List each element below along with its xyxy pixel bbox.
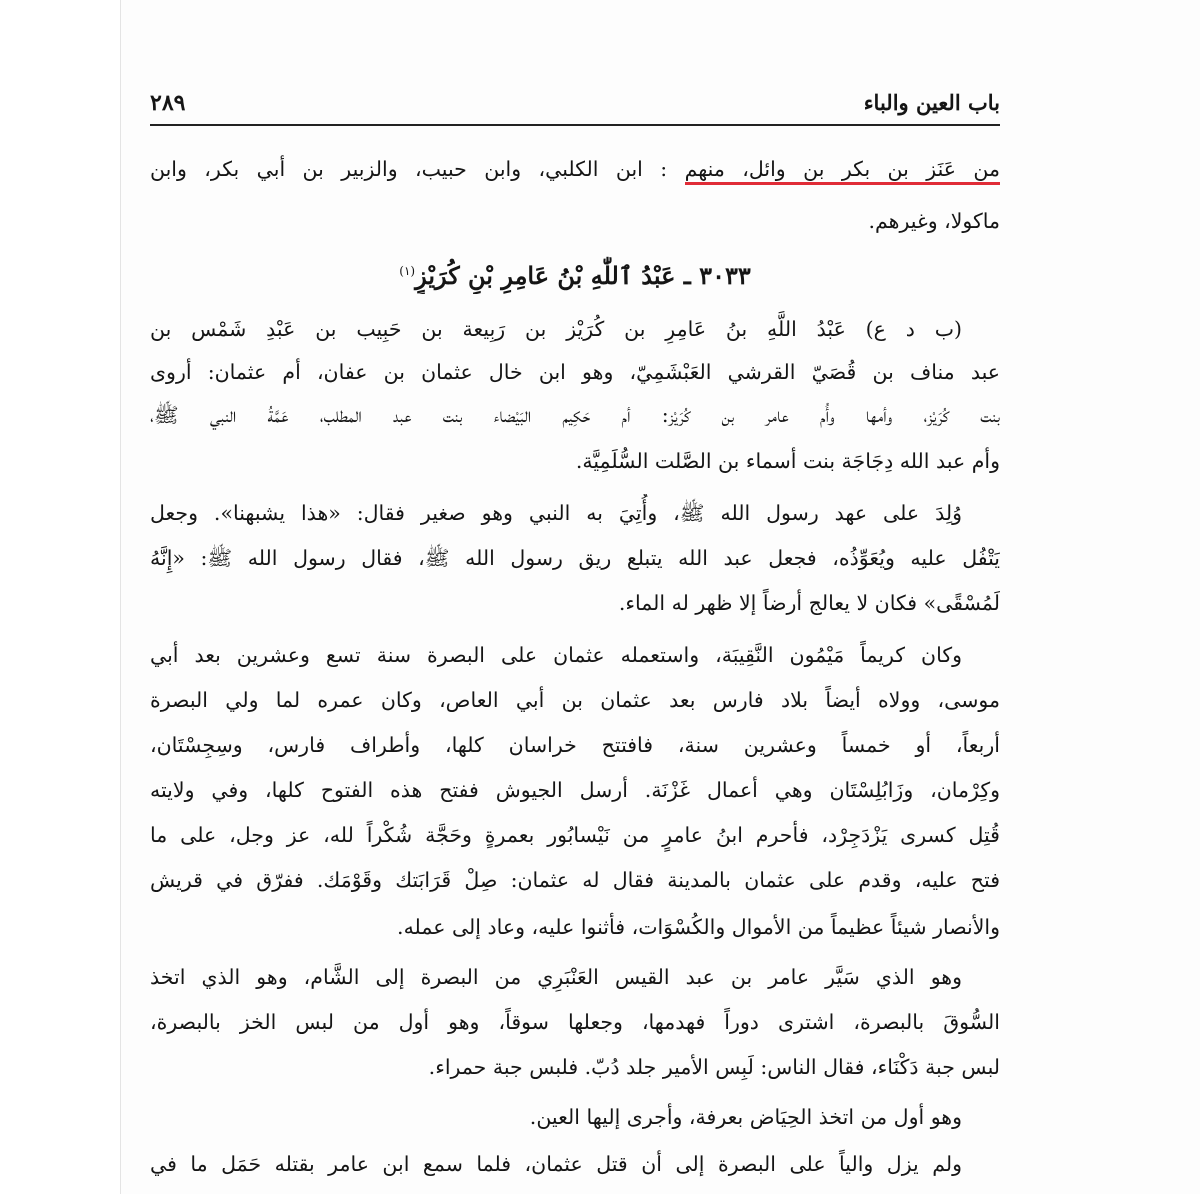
text-line-14: وكِرْمان، وزَابُلِسْتَان وهي أعمال غَزْنَة. أرسل الجيوش ففتح هذه الفتوح كلها، وفي ولايته (150, 778, 1000, 802)
text-line-20: لبس جبة دَكْنَاء، فقال الناس: لَبِس الأمير جلد دُبّ. فلبس جبة حمراء. (428, 1055, 1000, 1079)
text-line-15: قُتِل كسرى يَزْدَجِرْد، فأحرم ابنُ عامرٍ من نَيْسابُور بعمرةٍ وحَجَّة شُكْراً لله، عز وجل، على ما (150, 823, 1000, 847)
text-segment: : ابن الكلبي، وابن حبيب، والزبير بن أبي بكر، وابن (150, 157, 668, 181)
header-rule (150, 124, 1000, 126)
text-line-18: وهو الذي سَيَّر عامر بن عبد القيس العَنْبَرِي من البصرة إلى الشَّام، وهو الذي اتخذ (150, 965, 962, 989)
text-line-12: موسى، وولاه أيضاً بلاد فارس بعد عثمان بن أبي العاص، وكان عمره لما ولي البصرة (150, 688, 1000, 712)
text-line-5: عبد مناف بن قُصَيّ القرشي العَبْشَمِيّ، وهو ابن خال عثمان بن عفان، أم عثمان: أروى (150, 360, 1000, 384)
entry-heading (150, 248, 1000, 294)
text-line-11: وكان كريماً مَيْمُون النَّقِيبَة، واستعمله عثمان على البصرة سنة تسع وعشرين بعد أبي (150, 643, 962, 667)
entry-title: ٣٠٣٣ ـ عَبْدُ ٱللّٰهِ بْنُ عَامِرِ بْنِ كُرَيْزٍ (415, 261, 751, 290)
text-line-7: وأم عبد الله دِجَاجَة بنت أسماء بن الصَّلت السُّلَمِيَّة. (575, 449, 1000, 473)
text-line-6: بنت كُرَيْز، وأمها وأُم عامر بن كُرَيْز: أم حَكِيم البَيْضاء بنت عبد المطلب، عَمَّةُ النبي ﷺ، (150, 403, 1000, 427)
running-title: باب العين والباء (863, 90, 1000, 115)
text-line-8: وُلِدَ على عهد رسول الله ﷺ، وأُتِيَ به النبي وهو صغير فقال: «هذا يشبهنا». وجعل (150, 501, 962, 525)
underlined-phrase: من عَنَز بن بكر بن وائل، منهم (685, 157, 1000, 185)
text-line-19: السُّوقَ بالبصرة، اشترى دوراً فهدمها، وجعلها سوقاً، وهو أول من لبس الخز بالبصرة، (150, 1010, 1000, 1034)
text-line-1 (150, 150, 1000, 188)
text-line-2: ماكولا، وغيرهم. (868, 209, 1000, 233)
page-number: ٢٨٩ (150, 90, 186, 116)
text-line-21: وهو أول من اتخذ الحِيَاض بعرفة، وأجرى إليها العين. (529, 1105, 962, 1129)
text-line-16: فتح عليه، وقدم على عثمان بالمدينة فقال له عثمان: صِلْ قَرَابَتك وقَوْمَك. ففرّق في قريش (150, 868, 1000, 892)
text-line-22: ولم يزل والياً على البصرة إلى أن قتل عثمان، فلما سمع ابن عامر بقتله حَمَل ما في (150, 1152, 962, 1176)
text-line-9: يَتْفُل عليه ويُعَوِّذُه، فجعل عبد الله يتبلع ريق رسول الله ﷺ، فقال رسول الله ﷺ: «إِنَّهُ (150, 546, 1000, 570)
text-line-10: لَمُسْقًى» فكان لا يعالج أرضاً إلا ظهر له الماء. (618, 591, 1000, 615)
text-line-4: (ب د ع) عَبْدُ اللَّهِ بنُ عَامِرِ بن كُرَيْز بن رَبِيعة بن حَبِيب بن عَبْدِ شَمْس بن (150, 317, 962, 341)
footnote-marker: (١) (399, 264, 416, 278)
running-head (150, 86, 1000, 126)
text-line-17: والأنصار شيئاً عظيماً من الأموال والكُسْوَات، فأثنوا عليه، وعاد إلى عمله. (397, 915, 1000, 939)
text-line-13: أربعاً، أو خمساً وعشرين سنة، فافتتح خراسان كلها، وأطراف فارس، وسِجِسْتَان، (150, 733, 1000, 757)
